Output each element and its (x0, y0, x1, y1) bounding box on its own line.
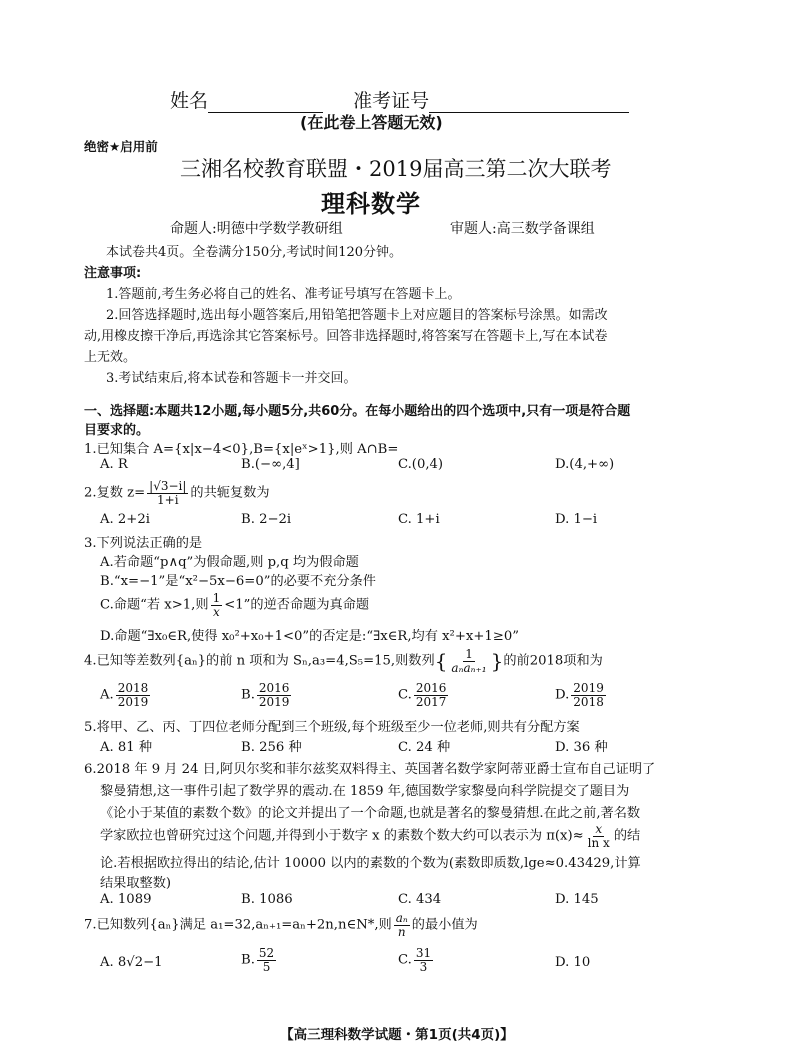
note-3: 3.考试结束后,将本试卷和答题卡一并交回。 (106, 371, 357, 386)
q4-option-a (100, 682, 152, 708)
exam-info: 本试卷共4页。全卷满分150分,考试时间120分钟。 (106, 245, 403, 260)
q4-c-den: 2017 (415, 694, 447, 709)
q4-stem: 4.已知等差数列{aₙ}的前 n 项和为 Sₙ,a₃=4,S₅=15,则数列{ $\frac{1}{\text{aₙaₙ₊₁}}$ }的前2018项和为 (84, 647, 603, 675)
q7-c-fraction (414, 947, 433, 973)
q4-option-d (555, 682, 608, 708)
note-2-line2: 动,用橡皮擦干净后,再选涂其它答案标号。回答非选择题时,将答案写在答题卡上,写在本试卷 (84, 329, 608, 344)
q2-stem-post: 的共轭复数为 (190, 485, 270, 501)
q3-c-den: x (213, 604, 220, 619)
q5-option-d: D. 36 种 (555, 740, 608, 755)
q7-option-c (398, 947, 435, 973)
q5-option-c: C. 24 种 (398, 740, 451, 755)
q7-option-d: D. 10 (555, 955, 591, 970)
q4-b-label: B. (241, 687, 255, 703)
q4-d-num: 2019 (573, 681, 604, 695)
q5-stem: 5.将甲、乙、丙、丁四位老师分配到三个班级,每个班级至少一位老师,则共有分配方案 (84, 720, 580, 735)
q3-option-c-pre: C.命题“若 x>1,则 (100, 597, 209, 613)
q3-option-a: A.若命题“p∧q”为假命题,则 p,q 均为假命题 (100, 555, 359, 570)
q6-line3: 《论小于某值的素数个数》的论文并提出了一个命题,也就是著名的黎曼猜想.在此之前,著名数 (100, 806, 641, 821)
q1-option-b: B.(−∞,4] (241, 457, 300, 472)
q6-line4-pre: 学家欧拉也曾研究过这个问题,并得到小于数字 x 的素数个数大约可以表示为 π(x)≈ (100, 828, 584, 844)
q6-line6: 结果取整数) (100, 876, 172, 891)
q4-c-fraction (414, 682, 449, 708)
q6-line4-post: 的结 (613, 828, 641, 844)
q7-stem-post: 的最小值为 (411, 917, 478, 933)
q3-stem: 3.下列说法正确的是 (84, 536, 203, 551)
q7-b-label: B. (241, 952, 255, 968)
q3-option-c (100, 592, 369, 618)
q7-fraction (394, 912, 410, 938)
q4-b-num: 2016 (258, 681, 290, 695)
q7-option-a: A. 8√2−1 (100, 955, 163, 970)
q4-stem-pre: 4.已知等差数列{aₙ}的前 n 项和为 Sₙ,a₃=4,S₅=15,则数列 (84, 653, 435, 669)
q4-b-den: 2019 (258, 694, 290, 709)
q6-line4 (100, 823, 640, 849)
note-1: 1.答题前,考生务必将自己的姓名、准考证号填写在答题卡上。 (106, 287, 461, 302)
q6-fraction-num: x (595, 822, 603, 836)
q4-d-label: D. (555, 687, 570, 703)
q4-fraction-num: 1 (465, 647, 473, 661)
q3-option-b: B.“x=−1”是“x²−5x−6=0”的必要不充分条件 (100, 574, 376, 589)
q5-option-b: B. 256 种 (241, 740, 302, 755)
q2-fraction-num: |√3−i| (149, 479, 187, 493)
q6-option-a: A. 1089 (100, 892, 152, 907)
q6-line2: 黎曼猜想,这一事件引起了数学界的震动.在 1859 年,德国数学家黎曼向科学院提交了题目为 (100, 784, 630, 799)
q4-a-num: 2018 (117, 681, 149, 695)
q6-option-b: B. 1086 (241, 892, 293, 907)
q7-b-fraction (257, 947, 276, 973)
q4-d-den: 2018 (573, 694, 604, 709)
q2-option-d: D. 1−i (555, 512, 598, 527)
secret-label: 绝密★启用前 (84, 139, 158, 154)
q2-stem-pre: 2.复数 z= (84, 485, 146, 501)
exam-no-blank (429, 92, 629, 113)
section-heading-line1: 一、选择题:本题共12小题,每小题5分,共60分。在每小题给出的四个选项中,只有一项是符合题 (84, 404, 631, 419)
subject-title: 理科数学 (321, 190, 421, 218)
invalid-note: (在此卷上答题无效) (300, 113, 443, 132)
q2-stem (84, 480, 270, 506)
q2-option-c: C. 1+i (398, 512, 440, 527)
q1-option-c: C.(0,4) (398, 457, 444, 472)
q2-option-b: B. 2−2i (241, 512, 292, 527)
q4-c-num: 2016 (415, 681, 447, 695)
q7-fraction-num: aₙ (395, 911, 408, 925)
q2-option-a: A. 2+2i (100, 512, 150, 527)
q3-option-d: D.命题“∃x₀∈R,使得 x₀²+x₀+1<0”的否定是:“∃x∈R,均有 x²+x+1≥0” (100, 629, 519, 644)
q7-c-label: C. (398, 952, 412, 968)
q4-option-b (241, 682, 293, 708)
note-2-line1: 2.回答选择题时,选出每小题答案后,用铅笔把答题卡上对应题目的答案标号涂黑。如需改 (106, 308, 608, 323)
q7-stem-pre: 7.已知数列{aₙ}满足 a₁=32,aₙ₊₁=aₙ+2n,n∈N*,则 (84, 917, 392, 933)
q7-b-num: 52 (258, 946, 275, 960)
q4-b-fraction (257, 682, 292, 708)
exam-no-label: 准考证号 (353, 90, 430, 112)
reviewer: 审题人:高三数学备课组 (450, 221, 595, 237)
q5-option-a: A. 81 种 (100, 740, 153, 755)
note-2-line3: 上无效。 (84, 350, 137, 365)
q4-fraction (449, 648, 488, 674)
page-footer: 【高三理科数学试题・第1页(共4页)】 (280, 1027, 514, 1043)
exam-title: 三湘名校教育联盟・2019届高三第二次大联考 (180, 157, 612, 181)
q6-fraction (586, 823, 612, 849)
name-label: 姓名 (170, 90, 209, 112)
q4-a-den: 2019 (117, 694, 149, 709)
setter: 命题人:明德中学数学教研组 (170, 221, 343, 237)
q6-option-c: C. 434 (398, 892, 442, 907)
q6-line1: 6.2018 年 9 月 24 日,阿贝尔奖和菲尔兹奖双料得主、英国著名数学家阿蒂亚爵士宣布自己证明了 (84, 762, 656, 777)
q1-option-a: A. R (100, 457, 128, 472)
section-heading-line2: 目要求的。 (84, 423, 150, 438)
q4-d-fraction (571, 682, 606, 708)
q7-c-den: 3 (419, 959, 428, 974)
q3-option-c-fraction (211, 592, 223, 618)
q2-fraction-den: 1+i (157, 492, 179, 507)
q7-fraction-den: n (397, 924, 406, 939)
notes-title: 注意事项: (84, 266, 142, 281)
q6-fraction-den: ln x (587, 835, 610, 850)
q1-stem: 1.已知集合 A={x|x−4<0},B={x|eˣ>1},则 A∩B= (84, 442, 399, 457)
q7-option-b (241, 947, 278, 973)
q1-option-d: D.(4,+∞) (555, 457, 615, 472)
q7-stem (84, 912, 478, 938)
q4-c-label: C. (398, 687, 412, 703)
q7-b-den: 5 (262, 959, 271, 974)
q3-c-num: 1 (212, 591, 221, 605)
q6-line5: 论.若根据欧拉得出的结论,估计 10000 以内的素数的个数为(素数即质数,lge≈0.43429,计算 (100, 856, 641, 871)
name-line (170, 86, 629, 113)
q6-option-d: D. 145 (555, 892, 599, 907)
q4-stem-post: 的前2018项和为 (503, 653, 603, 669)
q4-option-c (398, 682, 450, 708)
q7-c-num: 31 (415, 946, 432, 960)
q4-a-fraction (116, 682, 151, 708)
q3-option-c-post: <1”的逆否命题为真命题 (224, 597, 370, 613)
q2-fraction (147, 480, 188, 506)
q4-fraction-den: aₙaₙ₊₁ (451, 660, 487, 675)
q4-a-label: A. (100, 687, 114, 703)
